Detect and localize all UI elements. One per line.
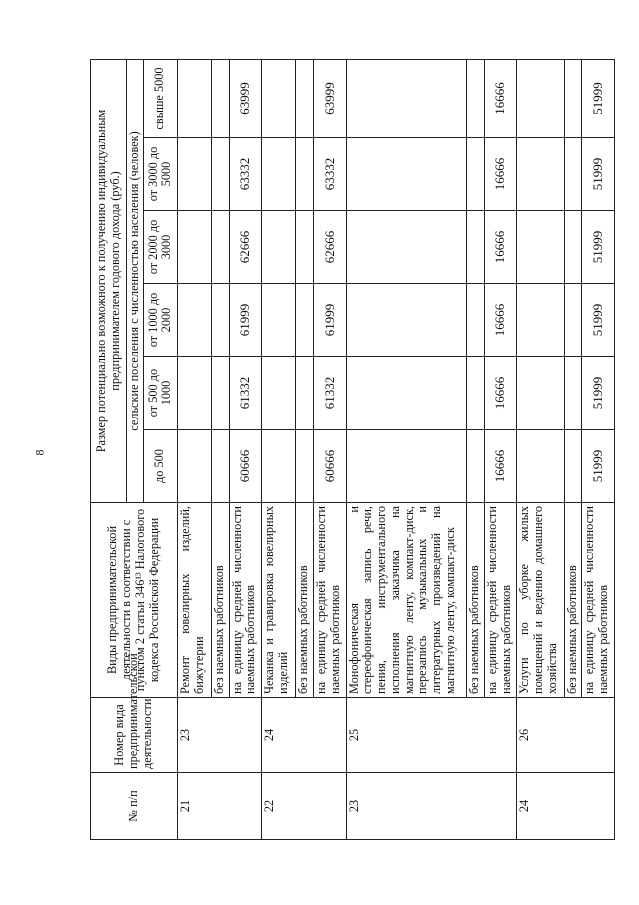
row-line-label: на единицу средней численности наемных работников [314, 503, 347, 698]
value-cell: 61999 [229, 284, 262, 357]
value-cell: 60666 [314, 430, 347, 503]
row-line-label: без наемных работников [211, 503, 229, 698]
rotated-table-wrapper [90, 60, 615, 840]
value-cell: 16666 [484, 138, 517, 211]
row-line-label: без наемных работников [467, 503, 485, 698]
row-no: 22 [262, 773, 346, 840]
header-code: Номер вида предпринимательской деятельности [91, 698, 178, 773]
value-cell: 51999 [582, 138, 615, 211]
value-cell: 62666 [314, 211, 347, 284]
row-line-label: на единицу средней численности наемных работников [582, 503, 615, 698]
row-code: 25 [346, 698, 517, 773]
row-name: Монофоническая и стереофоническая запись речи, пения, инструментального исполнения заказчика на магнитную ленту, компакт-диск, перезапись музыкальных и литературных произведений на магнитную ленту, компакт-диск [346, 503, 466, 698]
header-kind: Виды предпринимательской деятельности в соответствии с пунктом 2 статьи 346¹³ Налогового кодекса Российской Федерации [91, 503, 178, 698]
value-cell: 63332 [229, 138, 262, 211]
row-line-label: на единицу средней численности наемных работников [484, 503, 517, 698]
value-cell: 16666 [484, 430, 517, 503]
value-cell: 63332 [314, 138, 347, 211]
header-band: до 500 [143, 430, 177, 503]
table-row [517, 59, 564, 839]
value-cell: 51999 [582, 357, 615, 430]
header-no: № п/п [91, 773, 178, 840]
value-cell: 63999 [314, 59, 347, 137]
header-subgroup: сельские поселения с численностью населения (человек) [127, 59, 144, 502]
value-cell: 16666 [484, 284, 517, 357]
page-number: 8 [32, 449, 47, 456]
row-line-label: без наемных работников [296, 503, 314, 698]
value-cell: 61332 [314, 357, 347, 430]
value-cell: 51999 [582, 59, 615, 137]
row-line-label: без наемных работников [564, 503, 582, 698]
value-cell: 16666 [484, 357, 517, 430]
value-cell: 51999 [582, 430, 615, 503]
income-table [90, 59, 615, 840]
value-cell: 61999 [314, 284, 347, 357]
header-band: от 500 до 1000 [143, 357, 177, 430]
value-cell: 51999 [582, 211, 615, 284]
header-band: свыше 5000 [143, 59, 177, 137]
value-cell: 51999 [582, 284, 615, 357]
value-cell: 16666 [484, 59, 517, 137]
table-row [346, 59, 466, 839]
value-cell: 63999 [229, 59, 262, 137]
row-code: 26 [517, 698, 615, 773]
row-code: 23 [177, 698, 261, 773]
header-band: от 3000 до 5000 [143, 138, 177, 211]
table-row [262, 59, 296, 839]
table-row [177, 59, 211, 839]
value-cell: 60666 [229, 430, 262, 503]
header-band: от 2000 до 3000 [143, 211, 177, 284]
row-code: 24 [262, 698, 346, 773]
row-name: Услуги по уборке жилых помещений и ведению домашнего хозяйства [517, 503, 564, 698]
row-name: Чеканка и гравировка ювелирных изделий [262, 503, 296, 698]
value-cell: 61332 [229, 357, 262, 430]
row-no: 21 [177, 773, 261, 840]
row-line-label: на единицу средней численности наемных работников [229, 503, 262, 698]
row-no: 23 [346, 773, 517, 840]
row-no: 24 [517, 773, 615, 840]
value-cell: 62666 [229, 211, 262, 284]
header-income: Размер потенциально возможного к получению индивидуальным предпринимателем годового дохода (руб.) [91, 59, 127, 502]
row-name: Ремонт ювелирных изделий, бижутерии [177, 503, 211, 698]
value-cell: 16666 [484, 211, 517, 284]
header-band: от 1000 до 2000 [143, 284, 177, 357]
